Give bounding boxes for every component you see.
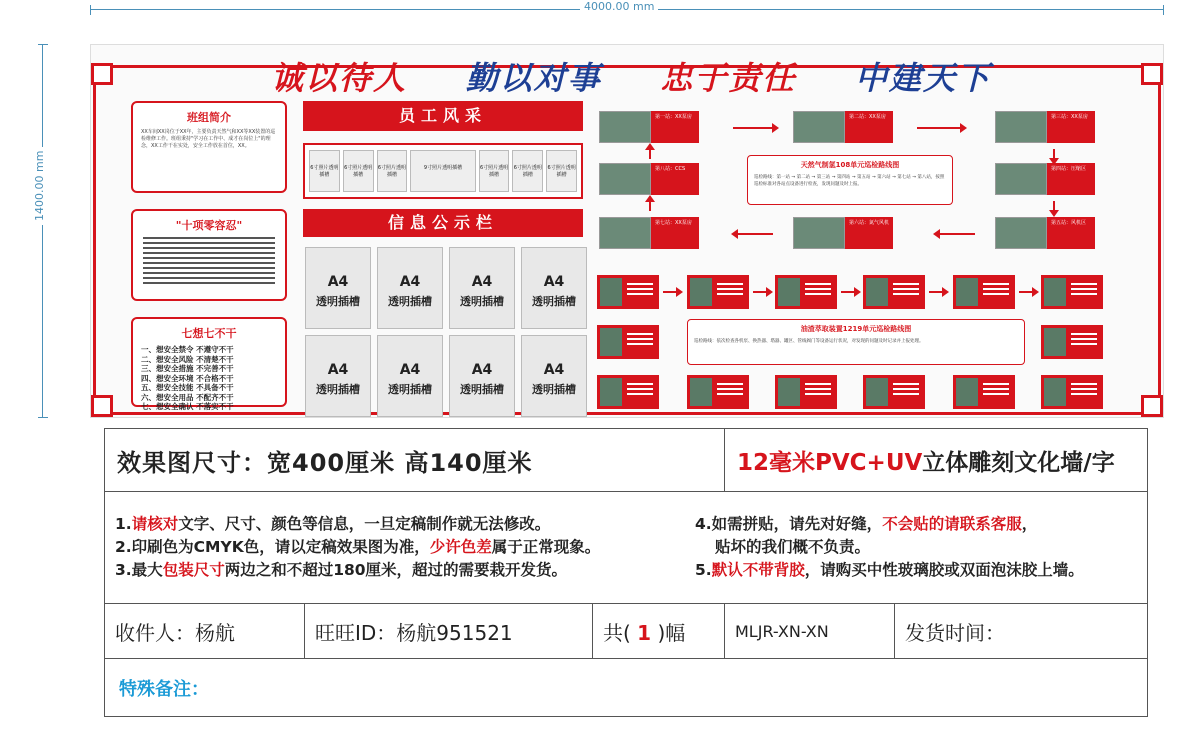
a4-slot [449,247,515,329]
route2-station [597,275,659,309]
photo-slot-large: 9寸照片透明插槽 [410,150,475,192]
seven-thoughts-line: 二、想安全风险 不清楚不干 [141,354,234,364]
route-arrow [753,291,767,293]
photo-slot: 6寸照片透明插槽 [479,150,510,192]
a4-slot [377,247,443,329]
route2-station [1041,375,1103,409]
note-3: 3.最大包装尺寸两边之和不超过180厘米，超过的需要栽开发货。 [115,561,568,579]
frame-corner-ornament [91,63,113,85]
station-photo [793,217,845,249]
station-photo [599,217,651,249]
route-arrow [841,291,855,293]
station-photo [995,111,1047,143]
slogan-1: 诚以待人 [271,59,408,97]
note-4-line2: 贴坏的我们概不负责。 [715,538,871,556]
ship-time: 发货时间： [895,604,1148,659]
photo-slot: 6寸照片透明插槽 [377,150,408,192]
a4-slot-label: 透明插槽 [316,295,360,308]
notes-block [105,492,1148,604]
material-black: 立体雕刻文化墙/字 [922,449,1115,476]
note-5: 5.默认不带背胶，请购买中性玻璃胶或双面泡沫胶上墙。 [695,561,1084,579]
route-arrow-up [649,149,651,159]
note-1: 1.请核对文字、尺寸、颜色等信息，一旦定稿制作就无法修改。 [115,515,551,533]
slogan-2: 勤以对事 [465,59,602,97]
seven-thoughts-line: 六、想安全用品 不配齐不干 [141,392,234,402]
seven-thoughts-line: 四、想安全环境 不合格不干 [141,373,234,383]
order-spec-table [104,428,1148,717]
a4-slot-size: A4 [471,274,493,290]
station-label: 第二站：XX泵房 [845,111,893,143]
seven-thoughts-line: 一、想安全禁令 不遵守不干 [141,345,234,354]
station-label: 第七站：XX泵房 [651,217,699,249]
team-intro-text: XX车间XX岗位于XX年，主要负责天然气和XX等XX装置的巡检维修工作。班组秉持"学习在工作中、成才在岗位上"的理念，XX工作干在实处，安全工作放在首位，XX。 [141,129,276,149]
route2-station [687,375,749,409]
station-label: 第八站：CCS [651,163,699,195]
route1-info [747,155,953,205]
station-label: 第四站：压缩区 [1047,163,1095,195]
seven-thoughts-line: 五、想安全技能 不具备不干 [141,383,234,392]
route2-info [687,319,1025,365]
station-photo [793,111,845,143]
station-photo [599,111,651,143]
photo-slot: 6寸照片透明插槽 [309,150,340,192]
station-label: 第三站：XX泵房 [1047,111,1095,143]
route2-title: 油渣萃取装置1219单元巡检路线图 [800,325,912,333]
a4-slot-size: A4 [471,362,493,378]
seven-thoughts-line: 七、想安全确认 不落实不干 [141,402,234,411]
wall-preview [90,44,1164,418]
height-dimension-label: 1400.00 mm [33,147,46,225]
width-dimension-label: 4000.00 mm [580,0,658,13]
a4-slot [305,247,371,329]
slogan-3: 忠于责任 [660,59,797,97]
a4-slot-size: A4 [327,362,349,378]
seven-thoughts-line: 三、想安全措施 不完善不干 [141,364,234,373]
photo-slot: 6寸照片透明插槽 [343,150,374,192]
route2-station [1041,325,1103,359]
zero-tolerance-card [131,209,287,301]
route-arrow [939,233,975,235]
wangwang-id: 旺旺ID：杨航951521 [305,604,593,659]
a4-slot-size: A4 [543,362,565,378]
a4-slot-size: A4 [327,274,349,290]
slogan-4: 中建天下 [854,59,991,97]
route2-station [687,275,749,309]
seven-thoughts-card [131,317,287,411]
frame-corner-ornament [1141,63,1163,85]
team-intro-card [131,101,287,193]
note-2: 2.印刷色为CMYK色，请以定稿效果图为准，少许色差属于正常现象。 [115,538,601,556]
route-arrow [737,233,773,235]
station-photo [995,163,1047,195]
route2-station [1041,275,1103,309]
route2-station [597,375,659,409]
special-notes: 特殊备注： [105,659,1148,717]
route1-title: 天然气制氢108单元巡检路线图 [800,161,900,169]
bulletin-banner: 信息公示栏 [303,209,583,237]
a4-slot-label: 透明插槽 [388,295,432,308]
route2-station [775,275,837,309]
note-4: 4.如需拼贴，请先对好缝，不会贴的请联系客服， [695,515,1038,533]
station-label: 第一站：XX泵房 [651,111,699,143]
height-dimension [38,44,48,418]
zero-tolerance-title: "十项零容忍" [175,219,243,232]
route-arrow [1019,291,1033,293]
a4-slot-label: 透明插槽 [388,383,432,396]
photo-slot: 6寸照片透明插槽 [546,150,577,192]
a4-slot-size: A4 [543,274,565,290]
material-spec [725,429,1148,492]
a4-slot [521,335,587,417]
a4-slot-label: 透明插槽 [532,295,576,308]
product-code: MLJR-XN-XN [725,604,895,659]
frame-corner-ornament [1141,395,1163,417]
staff-photo-slots [303,143,583,199]
a4-slot-label: 透明插槽 [316,383,360,396]
route2-station [953,275,1015,309]
route-arrow-down [1053,201,1055,211]
size-spec: 效果图尺寸：宽400厘米 高140厘米 [105,429,725,492]
route-arrow-down [1053,149,1055,159]
route2-desc: 巡检路线：依次检查各机泵、换热器、塔器、罐区、管线阀门等设备运行状况，对发现的问题及时记录并上报处理。 [694,339,924,344]
frame-corner-ornament [91,395,113,417]
route-arrow [663,291,677,293]
route2-station [775,375,837,409]
a4-slot [449,335,515,417]
a4-slot-label: 透明插槽 [532,383,576,396]
team-intro-title: 班组简介 [187,111,231,124]
a4-slot-label: 透明插槽 [460,383,504,396]
a4-slot-size: A4 [399,274,421,290]
route1-desc: 巡检路线：第一站 → 第二站 → 第三站 → 第四站 → 第五站 → 第六站 → 第七站 → 第八站，按照巡检标准对各站点设备进行检查，发现问题及时上报。 [754,175,945,187]
a4-slot [305,335,371,417]
recipient: 收件人：杨航 [105,604,305,659]
station-label: 第五站：风机区 [1047,217,1095,249]
material-red: 12毫米PVC+UV [737,449,923,476]
route2-station [863,375,925,409]
route2-station [953,375,1015,409]
piece-count: 共( 1 )幅 [593,604,725,659]
a4-slot [377,335,443,417]
a4-slot-label: 透明插槽 [460,295,504,308]
a4-slot [521,247,587,329]
route2-station [863,275,925,309]
route-arrow [929,291,943,293]
slogan-row [271,53,991,99]
route-arrow [733,127,773,129]
staff-banner: 员工风采 [303,101,583,131]
station-label: 第六站：氮气风机 [845,217,893,249]
seven-thoughts-title: 七想七不干 [181,327,237,340]
station-photo [995,217,1047,249]
station-photo [599,163,651,195]
a4-slot-size: A4 [399,362,421,378]
route-arrow [917,127,961,129]
route2-station [597,325,659,359]
photo-slot: 6寸照片透明插槽 [512,150,543,192]
route-arrow-up [649,201,651,211]
